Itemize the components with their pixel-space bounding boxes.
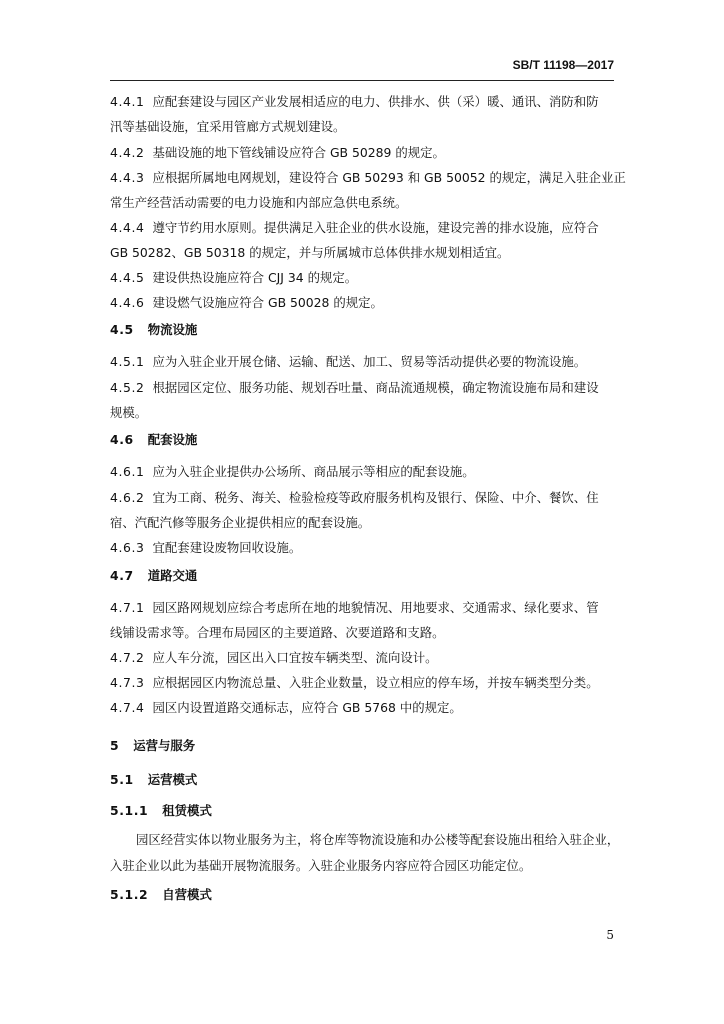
section-heading-5-1-2: [110, 887, 212, 903]
clause-number: 4.7.3: [110, 675, 145, 690]
clause-text: 建设供热设施应符合 CJJ 34 的规定。: [152, 270, 358, 285]
clause-continuation: 汛等基础设施，宜采用管廊方式规划建设。: [110, 119, 346, 134]
clause-number: 4.4.3: [110, 170, 145, 185]
clause-text: 建设燃气设施应符合 GB 50028 的规定。: [152, 295, 383, 310]
clause-4-6-2: [110, 490, 599, 506]
clause-4-5-1: [110, 354, 586, 370]
clause-text: 应根据园区内物流总量、入驻企业数量，设立相应的停车场，并按车辆类型分类。: [152, 675, 599, 690]
clause-4-4-1: [110, 94, 599, 110]
section-heading-4-7: [110, 568, 197, 584]
section-number: 5.1.2: [110, 887, 149, 902]
clause-continuation: 规模。: [110, 405, 148, 420]
clause-text: 根据园区定位、服务功能、规划吞吐量、商品流通规模，确定物流设施布局和建设: [152, 380, 599, 395]
clause-4-7-2: [110, 650, 438, 666]
paragraph-line: 入驻企业以此为基础开展物流服务。入驻企业服务内容应符合园区功能定位。: [110, 858, 532, 873]
chapter-heading-5: [110, 738, 195, 754]
clause-text: 宜配套建设废物回收设施。: [152, 540, 302, 555]
clause-4-7-1: [110, 600, 599, 616]
clause-4-7-4: [110, 700, 462, 716]
section-heading-5-1: [110, 772, 197, 788]
clause-text: 宜为工商、税务、海关、检验检疫等政府服务机构及银行、保险、中介、餐饮、住: [152, 490, 599, 505]
section-heading-5-1-1: [110, 803, 212, 819]
chapter-number: 5: [110, 738, 120, 753]
clause-text: 遵守节约用水原则。提供满足入驻企业的供水设施，建设完善的排水设施，应符合: [152, 220, 599, 235]
section-title: 运营模式: [147, 772, 198, 787]
section-heading-4-6: [110, 432, 197, 448]
section-title: 物流设施: [147, 322, 198, 337]
clause-text: 应根据所属地电网规划，建设符合 GB 50293 和 GB 50052 的规定，满足入驻企业正: [152, 170, 626, 185]
paragraph-line: 园区经营实体以物业服务为主，将仓库等物流设施和办公楼等配套设施出租给入驻企业，: [136, 832, 620, 847]
clause-number: 4.7.2: [110, 650, 145, 665]
clause-4-4-3: [110, 170, 626, 186]
clause-continuation: 线铺设需求等。合理布局园区的主要道路、次要道路和支路。: [110, 625, 445, 640]
clause-number: 4.7.4: [110, 700, 145, 715]
clause-number: 4.4.2: [110, 145, 145, 160]
clause-continuation: 常生产经营活动需要的电力设施和内部应急供电系统。: [110, 195, 408, 210]
clause-4-5-2: [110, 380, 599, 396]
clause-4-6-3: [110, 540, 301, 556]
page-number: 5: [606, 928, 614, 942]
clause-text: 园区路网规划应综合考虑所在地的地貌情况、用地要求、交通需求、绿化要求、管: [152, 600, 599, 615]
document-number: SB/T 11198—2017: [512, 58, 614, 72]
clause-text: 应人车分流，园区出入口宜按车辆类型、流向设计。: [152, 650, 438, 665]
clause-number: 4.5.1: [110, 354, 145, 369]
section-title: 配套设施: [147, 432, 198, 447]
clause-4-4-4: [110, 220, 599, 236]
clause-number: 4.6.2: [110, 490, 145, 505]
clause-number: 4.6.1: [110, 464, 145, 479]
clause-text: 应配套建设与园区产业发展相适应的电力、供排水、供（采）暖、通讯、消防和防: [152, 94, 599, 109]
section-number: 4.5: [110, 322, 134, 337]
section-number: 4.7: [110, 568, 134, 583]
clause-4-4-5: [110, 270, 357, 286]
clause-number: 4.4.4: [110, 220, 145, 235]
header-rule: [110, 80, 614, 81]
chapter-title: 运营与服务: [133, 738, 196, 753]
section-heading-4-5: [110, 322, 197, 338]
clause-continuation: 宿、汽配汽修等服务企业提供相应的配套设施。: [110, 515, 371, 530]
section-number: 5.1: [110, 772, 134, 787]
clause-text: 基础设施的地下管线铺设应符合 GB 50289 的规定。: [152, 145, 445, 160]
clause-text: 应为入驻企业提供办公场所、商品展示等相应的配套设施。: [152, 464, 475, 479]
section-number: 5.1.1: [110, 803, 149, 818]
section-number: 4.6: [110, 432, 134, 447]
clause-4-4-2: [110, 145, 445, 161]
clause-number: 4.5.2: [110, 380, 145, 395]
clause-4-4-6: [110, 295, 383, 311]
clause-number: 4.6.3: [110, 540, 145, 555]
clause-text: 应为入驻企业开展仓储、运输、配送、加工、贸易等活动提供必要的物流设施。: [152, 354, 587, 369]
section-title: 租赁模式: [162, 803, 212, 818]
clause-number: 4.4.5: [110, 270, 145, 285]
section-title: 自营模式: [162, 887, 212, 902]
clause-4-6-1: [110, 464, 475, 480]
clause-number: 4.4.6: [110, 295, 145, 310]
clause-number: 4.7.1: [110, 600, 145, 615]
clause-4-7-3: [110, 675, 599, 691]
clause-continuation: GB 50282、GB 50318 的规定，并与所属城市总体供排水规划相适宜。: [110, 245, 510, 260]
clause-number: 4.4.1: [110, 94, 145, 109]
section-title: 道路交通: [147, 568, 198, 583]
clause-text: 园区内设置道路交通标志，应符合 GB 5768 中的规定。: [152, 700, 462, 715]
